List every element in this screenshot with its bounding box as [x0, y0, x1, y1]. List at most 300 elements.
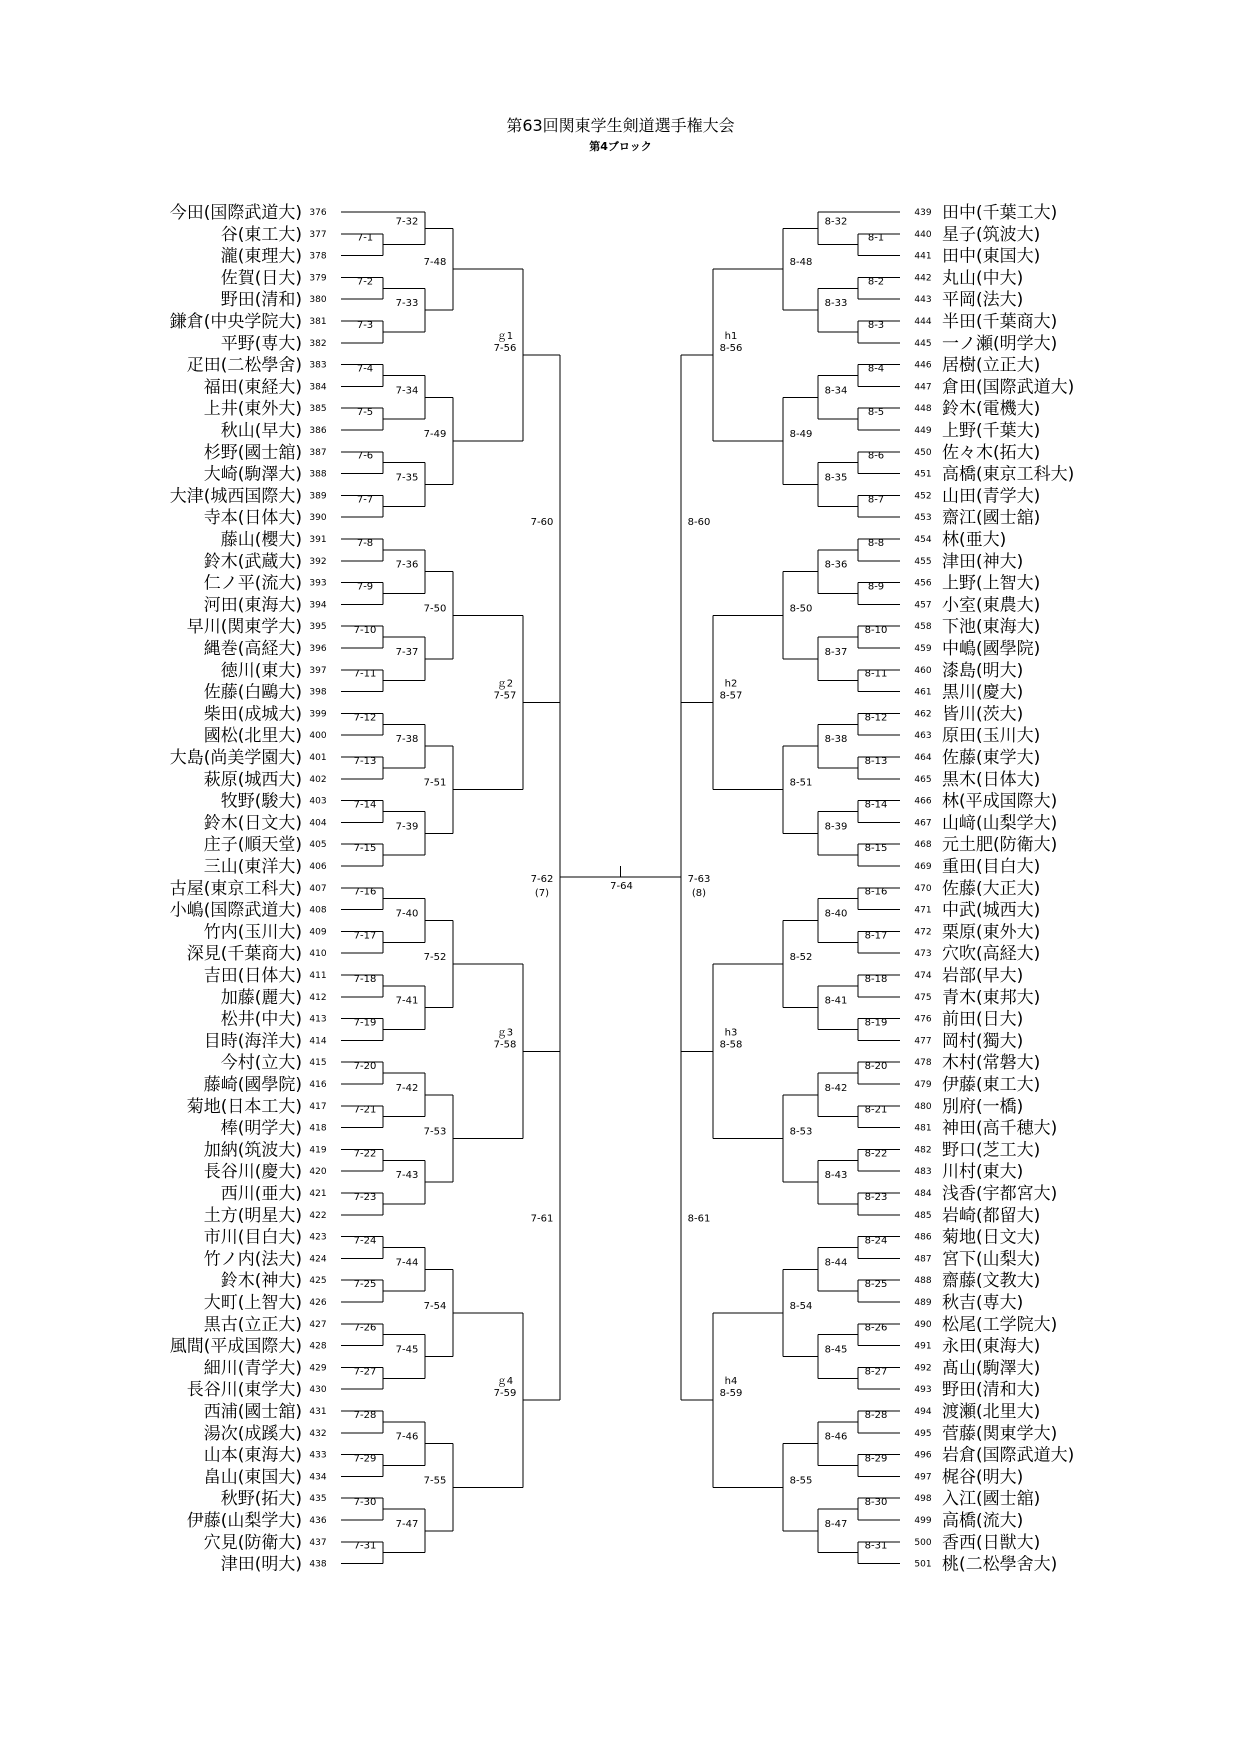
player-name: 菊地(日本工大): [186, 1096, 302, 1117]
player-name: 上野(千葉大): [942, 421, 1041, 441]
player-number: 449: [914, 426, 932, 436]
match-label: 7-56: [493, 343, 517, 355]
player-name: 岩部(早大): [942, 966, 1024, 986]
match-label: 8-13: [864, 755, 888, 767]
match-label: 8-57: [719, 690, 743, 702]
player-name: 小室(東農大): [942, 595, 1041, 616]
player-name: 長谷川(慶大): [203, 1162, 302, 1183]
player-name: 河田(東海大): [203, 595, 302, 616]
player-name: 上野(上智大): [942, 573, 1041, 594]
player-name: 西川(亜大): [220, 1184, 302, 1204]
match-label: 8-17: [864, 930, 888, 942]
player-number: 451: [914, 469, 932, 480]
player-number: 467: [914, 818, 932, 829]
player-name: 渡瀬(北里大): [942, 1402, 1041, 1422]
player-number: 397: [309, 665, 327, 676]
match-label: 8-10: [864, 625, 888, 637]
match-label: 7-24: [353, 1235, 377, 1247]
pool-label: ｇ4: [496, 1376, 514, 1388]
match-label: 7-21: [353, 1104, 377, 1116]
match-label: 7-1: [356, 232, 374, 244]
player-number: 495: [914, 1428, 932, 1439]
player-number: 473: [914, 949, 932, 960]
player-name: 下池(東海大): [942, 617, 1041, 638]
player-number: 413: [309, 1014, 327, 1025]
player-number: 389: [309, 491, 327, 502]
match-label: 8-56: [719, 343, 743, 355]
player-name: 鎌倉(中央学院大): [169, 312, 302, 332]
player-name: 菊地(日文大): [942, 1227, 1041, 1248]
player-number: 438: [309, 1559, 327, 1570]
player-number: 496: [914, 1450, 932, 1461]
player-number: 501: [914, 1559, 932, 1570]
player-number: 412: [309, 992, 327, 1003]
match-label: 8-50: [789, 603, 813, 615]
match-label: 8-53: [789, 1126, 813, 1138]
player-name: 畠山(東国大): [203, 1467, 302, 1488]
player-number: 499: [914, 1516, 932, 1526]
player-name: 野口(芝工大): [942, 1140, 1041, 1161]
match-label: 8-14: [864, 799, 888, 811]
player-number: 386: [309, 426, 327, 436]
player-number: 485: [914, 1210, 932, 1221]
player-number: 405: [309, 840, 327, 851]
match-label: 8-44: [824, 1257, 848, 1269]
player-number: 474: [914, 971, 932, 981]
player-number: 445: [914, 338, 932, 349]
match-label: 8-43: [824, 1170, 848, 1182]
player-number: 390: [309, 513, 327, 524]
player-name: 倉田(国際武道大): [942, 377, 1075, 398]
match-label: 7-17: [353, 930, 377, 942]
player-name: 土方(明星大): [203, 1205, 302, 1226]
player-name: 桃(二松學舍大): [942, 1554, 1058, 1575]
player-name: 仁ノ平(流大): [203, 573, 302, 594]
player-name: 加納(筑波大): [203, 1140, 302, 1161]
player-name: 山本(東海大): [203, 1445, 302, 1466]
player-number: 436: [309, 1516, 327, 1526]
player-number: 396: [309, 644, 327, 654]
player-name: 前田(日大): [942, 1009, 1024, 1030]
player-number: 420: [309, 1167, 327, 1178]
player-number: 461: [914, 687, 932, 698]
match-label: 8-2: [867, 276, 885, 288]
match-label: 8-52: [789, 952, 813, 964]
player-number: 470: [914, 883, 932, 894]
match-label: 8-31: [864, 1540, 888, 1552]
player-number: 401: [309, 753, 327, 763]
match-label: 7-32: [395, 216, 419, 228]
player-name: 松尾(工学院大): [942, 1314, 1058, 1335]
player-name: 大津(城西国際大): [169, 486, 302, 507]
player-number: 463: [914, 731, 932, 742]
player-name: 一ノ瀬(明学大): [942, 333, 1058, 354]
match-label: 7-47: [395, 1518, 419, 1530]
player-name: 岩倉(国際武道大): [942, 1445, 1075, 1466]
match-label: 8-35: [824, 472, 848, 484]
match-label: 8-28: [864, 1409, 888, 1421]
player-number: 444: [914, 317, 932, 327]
player-number: 406: [309, 862, 327, 872]
player-name: 庄子(順天堂): [203, 835, 302, 856]
player-name: 栗原(東外大): [942, 922, 1041, 943]
player-number: 492: [914, 1363, 932, 1374]
player-name: 永田(東海大): [942, 1336, 1041, 1357]
player-name: 鈴木(日文大): [203, 813, 302, 834]
match-label: 8-26: [864, 1322, 888, 1334]
player-name: 早川(関東学大): [186, 617, 302, 638]
match-label: 7-60: [530, 516, 554, 528]
player-name: 鈴木(武蔵大): [203, 551, 302, 572]
player-name: 小嶋(国際武道大): [169, 900, 302, 921]
player-name: 田中(千葉工大): [942, 203, 1058, 223]
match-label: 7-14: [353, 799, 377, 811]
player-name: 牧野(駿大): [220, 791, 302, 812]
player-number: 435: [309, 1494, 327, 1505]
player-name: 皆川(茨大): [942, 704, 1024, 725]
match-label: 8-20: [864, 1061, 888, 1073]
player-name: 湯次(成蹊大): [203, 1423, 302, 1444]
match-label: 7-13: [353, 755, 377, 767]
player-number: 433: [309, 1450, 327, 1461]
player-name: 佐々木(拓大): [942, 442, 1041, 463]
player-number: 486: [914, 1232, 932, 1243]
match-label: 8-9: [867, 581, 885, 593]
player-number: 426: [309, 1298, 327, 1308]
player-number: 407: [309, 883, 327, 894]
match-label: 7-15: [353, 843, 377, 855]
player-number: 482: [914, 1145, 932, 1156]
player-number: 468: [914, 840, 932, 851]
player-number: 380: [309, 295, 327, 306]
match-label: 7-50: [423, 603, 447, 615]
player-name: 吉田(日体大): [203, 966, 302, 986]
player-number: 447: [914, 382, 932, 393]
player-name: 松井(中大): [220, 1009, 302, 1030]
player-number: 418: [309, 1123, 327, 1134]
match-label: 7-20: [353, 1061, 377, 1073]
match-label: 8-61: [687, 1213, 711, 1225]
semifinal-label: 7-63: [687, 874, 711, 886]
player-number: 392: [309, 556, 327, 567]
player-name: 細川(青学大): [203, 1358, 302, 1379]
player-number: 382: [309, 338, 327, 349]
player-number: 446: [914, 360, 932, 371]
match-label: 7-29: [353, 1453, 377, 1465]
player-name: 國松(北里大): [203, 726, 302, 747]
player-name: 星子(筑波大): [942, 224, 1041, 245]
player-number: 500: [914, 1537, 932, 1548]
match-label: 8-58: [719, 1039, 743, 1051]
player-number: 462: [914, 709, 932, 720]
match-label: 8-33: [824, 298, 848, 310]
player-number: 429: [309, 1363, 327, 1374]
match-label: 7-28: [353, 1409, 377, 1421]
match-label: 8-59: [719, 1388, 743, 1400]
match-label: 7-4: [356, 363, 374, 375]
match-label: 8-4: [867, 363, 885, 375]
player-number: 381: [309, 317, 327, 327]
player-name: 田中(東国大): [942, 246, 1041, 267]
match-label: 8-23: [864, 1191, 888, 1203]
player-number: 376: [309, 208, 327, 218]
player-number: 440: [914, 229, 932, 240]
player-name: 寺本(日体大): [203, 508, 302, 529]
player-number: 385: [309, 404, 327, 415]
match-label: 7-44: [395, 1257, 419, 1269]
match-label: 8-8: [867, 537, 885, 549]
player-number: 453: [914, 513, 932, 524]
match-label: 7-58: [493, 1039, 517, 1051]
player-name: 入江(國士舘): [942, 1489, 1041, 1510]
match-label: 7-46: [395, 1431, 419, 1443]
player-number: 384: [309, 382, 327, 393]
semifinal-label: 7-62: [530, 874, 554, 886]
match-label: 8-11: [864, 668, 888, 680]
match-label: 7-45: [395, 1344, 419, 1356]
player-name: 竹内(玉川大): [203, 922, 302, 943]
player-name: 山﨑(山梨学大): [942, 813, 1058, 834]
player-number: 460: [914, 665, 932, 676]
player-name: 神田(高千穂大): [942, 1118, 1058, 1139]
player-name: 別府(一橋): [942, 1096, 1024, 1117]
match-label: 8-19: [864, 1017, 888, 1029]
player-name: 漆島(明大): [942, 660, 1024, 681]
player-number: 437: [309, 1537, 327, 1548]
match-label: 7-19: [353, 1017, 377, 1029]
player-number: 488: [914, 1276, 932, 1287]
player-name: 藤崎(國學院): [203, 1075, 302, 1095]
player-name: 林(平成国際大): [942, 791, 1058, 812]
match-label: 8-36: [824, 559, 848, 571]
player-number: 425: [309, 1276, 327, 1287]
player-number: 466: [914, 796, 932, 807]
player-number: 400: [309, 731, 327, 742]
player-number: 459: [914, 644, 932, 654]
player-name: 宮下(山梨大): [942, 1249, 1041, 1270]
player-name: 秋山(早大): [220, 421, 302, 441]
player-name: 浅香(宇都宮大): [942, 1184, 1058, 1204]
match-label: 8-54: [789, 1300, 813, 1312]
player-name: 棒(明学大): [220, 1118, 302, 1139]
match-label: 7-39: [395, 821, 419, 833]
player-name: 林(亜大): [942, 530, 1007, 550]
player-number: 493: [914, 1385, 932, 1396]
player-number: 483: [914, 1167, 932, 1178]
player-name: 山田(青学大): [942, 486, 1041, 507]
player-number: 403: [309, 796, 327, 807]
player-number: 410: [309, 949, 327, 960]
match-label: 8-32: [824, 216, 848, 228]
player-number: 454: [914, 535, 932, 545]
player-name: 佐藤(東学大): [942, 748, 1041, 768]
player-number: 456: [914, 578, 932, 589]
player-name: 佐藤(白鷗大): [203, 682, 302, 703]
match-label: 8-12: [864, 712, 888, 724]
player-number: 443: [914, 295, 932, 306]
match-label: 7-48: [423, 257, 447, 269]
player-number: 457: [914, 600, 932, 611]
player-name: 谷(東工大): [220, 224, 302, 245]
player-number: 494: [914, 1407, 932, 1417]
player-name: 目時(海洋大): [203, 1031, 302, 1052]
match-label: 7-2: [356, 276, 374, 288]
match-label: 7-9: [356, 581, 374, 593]
player-number: 423: [309, 1232, 327, 1243]
match-label: 7-10: [353, 625, 377, 637]
player-number: 491: [914, 1341, 932, 1352]
player-name: 大町(上智大): [203, 1293, 302, 1313]
match-label: 8-55: [789, 1475, 813, 1487]
player-number: 442: [914, 273, 932, 284]
match-label: 7-7: [356, 494, 374, 506]
match-label: 8-21: [864, 1104, 888, 1116]
player-name: 竹ノ内(法大): [203, 1249, 302, 1270]
match-label: 7-38: [395, 734, 419, 746]
pool-label: ｇ3: [496, 1027, 514, 1039]
player-number: 448: [914, 404, 932, 415]
player-name: 丸山(中大): [942, 268, 1024, 289]
player-number: 427: [309, 1319, 327, 1330]
match-label: 7-23: [353, 1191, 377, 1203]
match-label: 7-36: [395, 559, 419, 571]
player-name: 藤山(櫻大): [220, 530, 302, 550]
player-number: 398: [309, 687, 327, 698]
match-label: 7-8: [356, 537, 374, 549]
player-number: 414: [309, 1036, 327, 1047]
player-number: 417: [309, 1101, 327, 1112]
pool-label: ｇ2: [496, 678, 514, 690]
match-label: 8-38: [824, 734, 848, 746]
player-name: 西浦(國士舘): [203, 1402, 302, 1422]
semifinal-seed: (7): [534, 888, 550, 900]
player-name: 髙山(駒澤大): [942, 1358, 1041, 1379]
player-name: 岩崎(都留大): [942, 1205, 1041, 1226]
pool-label: ｇ1: [496, 331, 514, 343]
player-name: 徳川(東大): [220, 660, 302, 681]
player-name: 青木(東邦大): [942, 987, 1041, 1008]
pool-label: h1: [724, 331, 738, 343]
match-label: 7-42: [395, 1082, 419, 1094]
player-number: 477: [914, 1036, 932, 1047]
player-name: 重田(目白大): [942, 857, 1041, 877]
player-name: 津田(明大): [220, 1554, 302, 1575]
player-name: 梶谷(明大): [942, 1467, 1024, 1488]
player-name: 佐賀(日大): [220, 268, 302, 289]
player-number: 395: [309, 622, 327, 633]
player-name: 高橋(東京工科大): [942, 464, 1075, 485]
player-name: 黒木(日体大): [942, 769, 1041, 790]
match-label: 8-3: [867, 319, 885, 331]
player-number: 402: [309, 774, 327, 785]
player-number: 480: [914, 1101, 932, 1112]
player-name: 疋田(二松學舍): [186, 355, 302, 376]
match-label: 7-18: [353, 973, 377, 985]
player-number: 399: [309, 709, 327, 720]
player-name: 秋野(拓大): [220, 1489, 302, 1510]
player-number: 424: [309, 1254, 327, 1265]
player-number: 490: [914, 1319, 932, 1330]
player-name: 長谷川(東学大): [186, 1380, 302, 1401]
match-label: 8-29: [864, 1453, 888, 1465]
player-number: 481: [914, 1123, 932, 1134]
player-number: 469: [914, 862, 932, 872]
player-number: 497: [914, 1472, 932, 1483]
player-number: 391: [309, 535, 327, 545]
player-number: 484: [914, 1189, 932, 1199]
player-number: 476: [914, 1014, 932, 1025]
match-label: 8-45: [824, 1344, 848, 1356]
player-name: 伊藤(東工大): [942, 1075, 1041, 1095]
player-name: 香西(日獣大): [942, 1532, 1041, 1553]
match-label: 7-35: [395, 472, 419, 484]
match-label: 8-1: [867, 232, 885, 244]
player-number: 450: [914, 447, 932, 458]
match-label: 7-26: [353, 1322, 377, 1334]
player-number: 489: [914, 1298, 932, 1308]
player-name: 穴吹(高経大): [942, 944, 1041, 965]
player-number: 416: [309, 1080, 327, 1090]
player-name: 市川(目白大): [203, 1227, 302, 1248]
match-label: 8-34: [824, 385, 848, 397]
player-number: 479: [914, 1080, 932, 1090]
match-label: 7-52: [423, 952, 447, 964]
match-label: 8-60: [687, 516, 711, 528]
player-number: 404: [309, 818, 327, 829]
player-number: 431: [309, 1407, 327, 1417]
match-label: 8-22: [864, 1148, 888, 1160]
player-number: 478: [914, 1058, 932, 1069]
match-label: 7-59: [493, 1388, 517, 1400]
player-name: 元土肥(防衛大): [942, 835, 1058, 856]
player-name: 平岡(法大): [942, 290, 1024, 311]
player-name: 中武(城西大): [942, 900, 1041, 921]
player-name: 今田(国際武道大): [169, 203, 302, 223]
player-name: 中嶋(國學院): [942, 639, 1041, 659]
match-label: 7-34: [395, 385, 419, 397]
match-label: 8-30: [864, 1497, 888, 1509]
player-number: 452: [914, 491, 932, 502]
player-name: 齋藤(文教大): [942, 1271, 1041, 1292]
match-label: 8-46: [824, 1431, 848, 1443]
player-name: 高橋(流大): [942, 1511, 1024, 1531]
player-number: 475: [914, 992, 932, 1003]
player-number: 498: [914, 1494, 932, 1505]
player-name: 野田(清和大): [942, 1380, 1041, 1401]
player-number: 422: [309, 1210, 327, 1221]
match-label: 7-31: [353, 1540, 377, 1552]
player-number: 441: [914, 251, 932, 262]
match-label: 7-54: [423, 1300, 447, 1312]
player-number: 439: [914, 208, 932, 218]
player-name: 菅藤(関東学大): [942, 1423, 1058, 1444]
player-number: 409: [309, 927, 327, 938]
pool-label: h3: [724, 1027, 738, 1039]
player-name: 萩原(城西大): [203, 769, 302, 790]
player-number: 471: [914, 905, 932, 916]
match-label: 7-53: [423, 1126, 447, 1138]
match-label: 7-61: [530, 1213, 554, 1225]
final-label: 7-64: [610, 881, 633, 893]
player-number: 415: [309, 1058, 327, 1069]
player-name: 鈴木(電機大): [942, 399, 1041, 420]
match-label: 8-6: [867, 450, 885, 462]
player-name: 伊藤(山梨学大): [186, 1511, 302, 1531]
player-name: 縄巻(高経大): [203, 639, 302, 659]
player-number: 419: [309, 1145, 327, 1156]
player-name: 穴見(防衛大): [203, 1532, 302, 1553]
pool-label: h2: [724, 678, 738, 690]
